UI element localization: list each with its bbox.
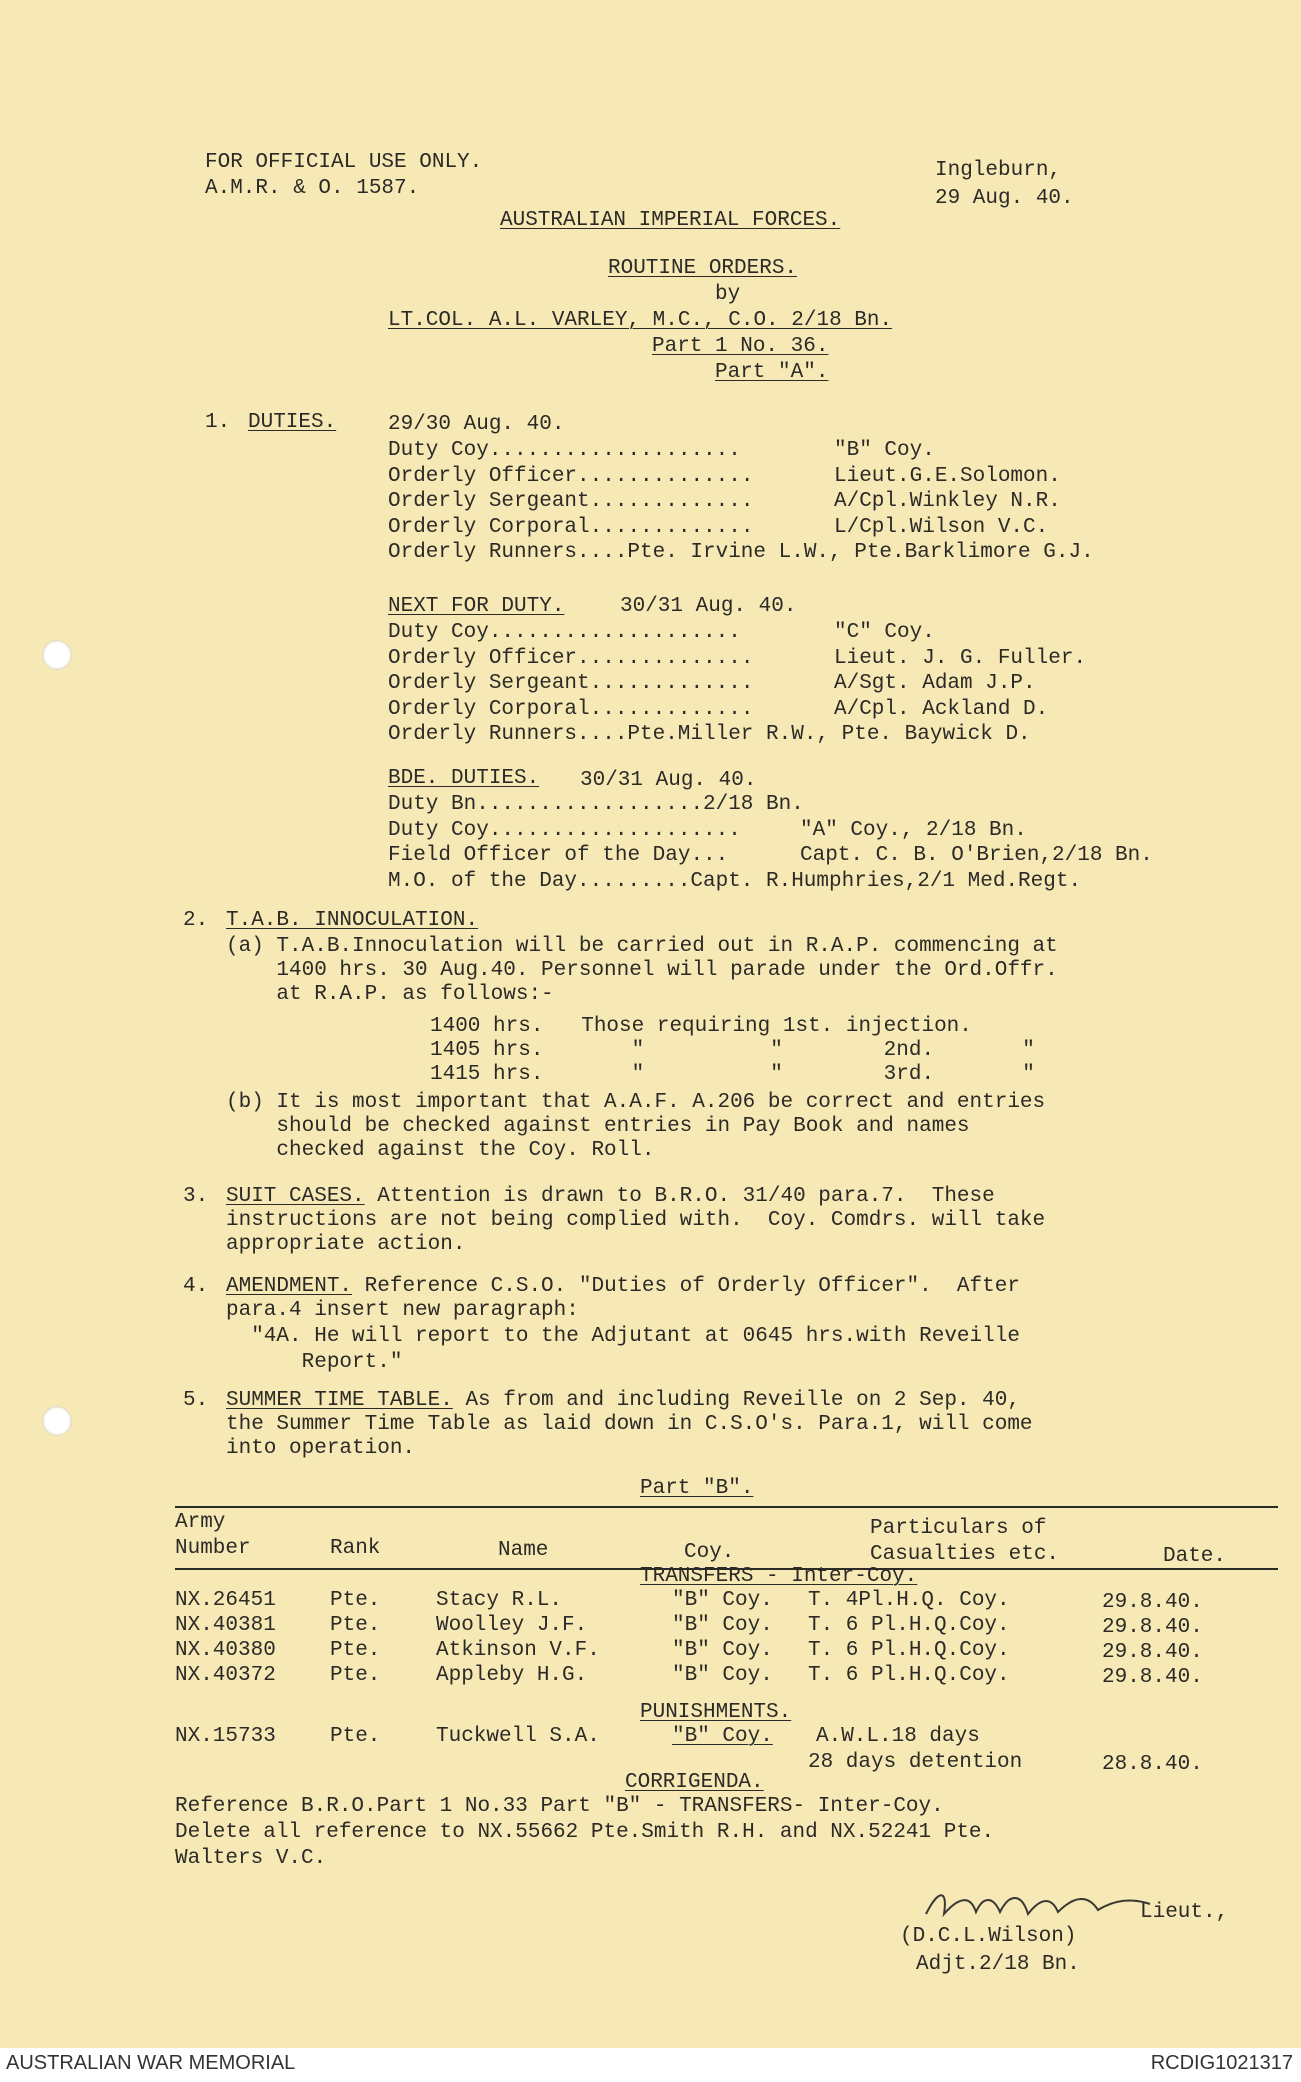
entry-date: 29.8.40. [1102, 1591, 1203, 1614]
rank: Pte. [330, 1639, 381, 1662]
part-a-title: Part "A". [715, 361, 829, 384]
amend-line: para.4 insert new paragraph: [226, 1299, 579, 1322]
tab-line: (a) T.A.B.Innoculation will be carried out in R.A.P. commencing at [226, 935, 1058, 958]
suit-title: SUIT CASES. [226, 1185, 365, 1208]
company: "B" Coy. [672, 1639, 773, 1662]
duty-assignee: 2/18 Bn. [703, 793, 804, 816]
tab-title: T.A.B. INNOCULATION. [226, 909, 479, 932]
duty-assignee: Capt. C. B. O'Brien,2/18 Bn. [800, 844, 1153, 867]
amr-reference: A.M.R. & O. 1587. [205, 177, 420, 200]
orders-title: ROUTINE ORDERS. [608, 257, 798, 280]
next-duty-title: NEXT FOR DUTY. [388, 595, 565, 618]
duty-role: Duty Coy.................... [388, 439, 741, 462]
header-army-number: Army [175, 1511, 226, 1534]
duty-assignee: "B" Coy. [834, 439, 935, 462]
punishment-particulars: 28 days detention [808, 1751, 1023, 1774]
amend-line: "4A. He will report to the Adjutant at 0645 hrs.with Reveille [226, 1325, 1020, 1348]
suit-paragraph [226, 1184, 995, 1210]
summer-line: into operation. [226, 1437, 416, 1460]
handwritten-signature [918, 1884, 1168, 1924]
suit-first-line: Attention is drawn to B.R.O. 31/40 para.7. These [364, 1185, 995, 1208]
punch-hole [42, 1406, 72, 1436]
duty-role: Orderly Officer.............. [388, 464, 754, 488]
duty-assignee: "A" Coy., 2/18 Bn. [800, 818, 1027, 842]
amend-first-line: Reference C.S.O. "Duties of Orderly Officer". After [352, 1275, 1020, 1298]
suit-line: instructions are not being complied with. Coy. Comdrs. will take [226, 1209, 1046, 1232]
soldier-name: Stacy R.L. [436, 1589, 563, 1612]
duty-role: Orderly Corporal............. [388, 515, 754, 539]
entry-date: 29.8.40. [1102, 1616, 1203, 1639]
duty-role: Orderly Sergeant............. [388, 490, 754, 513]
tab-line: 1400 hrs. 30 Aug.40. Personnel will parade under the Ord.Offr. [226, 959, 1058, 982]
footer-reference: RCDIG1021317 [1150, 2052, 1293, 2074]
part-number: Part 1 No. 36. [652, 335, 829, 358]
duty-assignee: L/Cpl.Wilson V.C. [834, 515, 1049, 539]
corrigenda-line: Walters V.C. [175, 1847, 327, 1870]
summer-title: SUMMER TIME TABLE. [226, 1389, 453, 1412]
summer-first-line: As from and including Reveille on 2 Sep. 40, [452, 1389, 1020, 1412]
duty-role: Orderly Sergeant............. [388, 672, 754, 695]
duty-assignee: Pte.Miller R.W., Pte. Baywick D. [627, 723, 1031, 746]
punishment-coy: "B" Coy. [672, 1725, 773, 1748]
entry-date: 29.8.40. [1102, 1666, 1203, 1689]
schedule-line: 1405 hrs. " " 2nd. " [430, 1039, 1035, 1062]
particulars: T. 6 Pl.H.Q.Coy. [808, 1614, 1010, 1637]
section-number: 5. [183, 1389, 209, 1412]
army-number: NX.40381 [175, 1614, 276, 1637]
duty-role: Field Officer of the Day... [388, 844, 729, 867]
part-b-title: Part "B". [640, 1477, 754, 1500]
punishments-title: PUNISHMENTS. [640, 1701, 792, 1724]
duty-assignee: "C" Coy. [834, 621, 935, 644]
army-number: NX.40380 [175, 1639, 276, 1662]
duties-title: DUTIES. [248, 411, 337, 434]
header-name: Name [498, 1539, 549, 1562]
tab-line: should be checked against entries in Pay Book and names [226, 1115, 970, 1138]
company: "B" Coy. [672, 1614, 773, 1637]
section-number: 2. [183, 909, 209, 932]
section-number: 3. [183, 1185, 209, 1208]
duty-role: Duty Coy.................... [388, 621, 741, 644]
rank: Pte. [330, 1664, 381, 1687]
rank: Pte. [330, 1589, 381, 1612]
punishment-name: Tuckwell S.A. [436, 1725, 600, 1748]
duty-assignee: Lieut. J. G. Fuller. [834, 646, 1087, 670]
duty-role: Duty Bn.................. [388, 793, 704, 816]
place: Ingleburn, [935, 159, 1062, 182]
duty-assignee: Lieut.G.E.Solomon. [834, 464, 1061, 488]
tab-line: checked against the Coy. Roll. [226, 1139, 655, 1162]
punishment-number: NX.15733 [175, 1725, 276, 1748]
summer-paragraph [226, 1388, 1020, 1414]
official-use-line: FOR OFFICIAL USE ONLY. [205, 151, 483, 174]
corrigenda-line: Delete all reference to NX.55662 Pte.Smith R.H. and NX.52241 Pte. [175, 1821, 995, 1844]
duty-assignee: Pte. Irvine L.W., Pte.Barklimore G.J. [627, 541, 1094, 564]
signatory-rank: Lieut., [1140, 1901, 1229, 1924]
duty-role: Orderly Officer.............. [388, 646, 754, 670]
duty-assignee: Capt. R.Humphries,2/1 Med.Regt. [690, 869, 1082, 893]
footer-source: AUSTRALIAN WAR MEMORIAL [6, 2052, 296, 2074]
corrigenda-title: CORRIGENDA. [625, 1771, 764, 1794]
rank: Pte. [330, 1614, 381, 1637]
duty-role: Duty Coy.................... [388, 818, 741, 842]
header-rank: Rank [330, 1537, 381, 1560]
commander: LT.COL. A.L. VARLEY, M.C., C.O. 2/18 Bn. [388, 309, 893, 332]
header-date: 29 Aug. 40. [935, 187, 1074, 210]
table-top-rule [175, 1506, 1278, 1508]
soldier-name: Atkinson V.F. [436, 1639, 600, 1662]
punishment-particulars: A.W.L.18 days [816, 1725, 980, 1748]
corrigenda-line: Reference B.R.O.Part 1 No.33 Part "B" - TRANSFERS- Inter-Coy. [175, 1795, 944, 1818]
signatory-name: (D.C.L.Wilson) [900, 1925, 1077, 1948]
duty-assignee: A/Cpl.Winkley N.R. [834, 490, 1061, 513]
section-number: 1. [205, 411, 231, 434]
schedule-line: 1400 hrs. Those requiring 1st. injection. [430, 1015, 972, 1038]
duty-assignee: A/Cpl. Ackland D. [834, 697, 1049, 721]
tab-line: (b) It is most important that A.A.F. A.206 be correct and entries [226, 1091, 1046, 1114]
soldier-name: Appleby H.G. [436, 1664, 588, 1687]
orders-by: by [715, 283, 741, 306]
section-number: 4. [183, 1275, 209, 1298]
company: "B" Coy. [672, 1589, 773, 1612]
header-army-number: Number [175, 1537, 251, 1560]
duties-date: 29/30 Aug. 40. [388, 413, 565, 436]
force-title: AUSTRALIAN IMPERIAL FORCES. [500, 209, 841, 232]
soldier-name: Woolley J.F. [436, 1614, 588, 1637]
duty-assignee: A/Sgt. Adam J.P. [834, 672, 1036, 695]
next-duty-date: 30/31 Aug. 40. [620, 595, 797, 618]
army-number: NX.40372 [175, 1664, 276, 1687]
suit-line: appropriate action. [226, 1233, 466, 1256]
bde-duties-title: BDE. DUTIES. [388, 767, 540, 790]
particulars: T. 4Pl.H.Q. Coy. [808, 1589, 1010, 1612]
schedule-line: 1415 hrs. " " 3rd. " [430, 1063, 1035, 1086]
duty-role: M.O. of the Day......... [388, 869, 691, 893]
header-particulars: Particulars of [870, 1517, 1047, 1540]
header-date: Date. [1163, 1545, 1227, 1568]
duty-role: Orderly Runners.... [388, 723, 628, 746]
duty-role: Orderly Runners.... [388, 541, 628, 564]
company: "B" Coy. [672, 1664, 773, 1687]
entry-date: 29.8.40. [1102, 1641, 1203, 1664]
punch-hole [42, 640, 72, 670]
summer-line: the Summer Time Table as laid down in C.S.O's. Para.1, will come [226, 1413, 1033, 1436]
signatory-post: Adjt.2/18 Bn. [916, 1953, 1080, 1976]
bde-duties-date: 30/31 Aug. 40. [580, 769, 757, 792]
tab-line: at R.A.P. as follows:- [226, 983, 554, 1006]
army-number: NX.26451 [175, 1589, 276, 1612]
duty-role: Orderly Corporal............. [388, 697, 754, 721]
header-particulars: Casualties etc. [870, 1543, 1060, 1566]
transfers-title: TRANSFERS - Inter-Coy. [640, 1565, 918, 1588]
amend-line: Report." [226, 1351, 403, 1374]
punishment-rank: Pte. [330, 1725, 381, 1748]
particulars: T. 6 Pl.H.Q.Coy. [808, 1639, 1010, 1662]
amend-title: AMENDMENT. [226, 1275, 353, 1298]
header-coy: Coy. [684, 1541, 735, 1564]
amend-paragraph [226, 1274, 1020, 1300]
punishment-date: 28.8.40. [1102, 1753, 1203, 1776]
particulars: T. 6 Pl.H.Q.Coy. [808, 1664, 1010, 1687]
